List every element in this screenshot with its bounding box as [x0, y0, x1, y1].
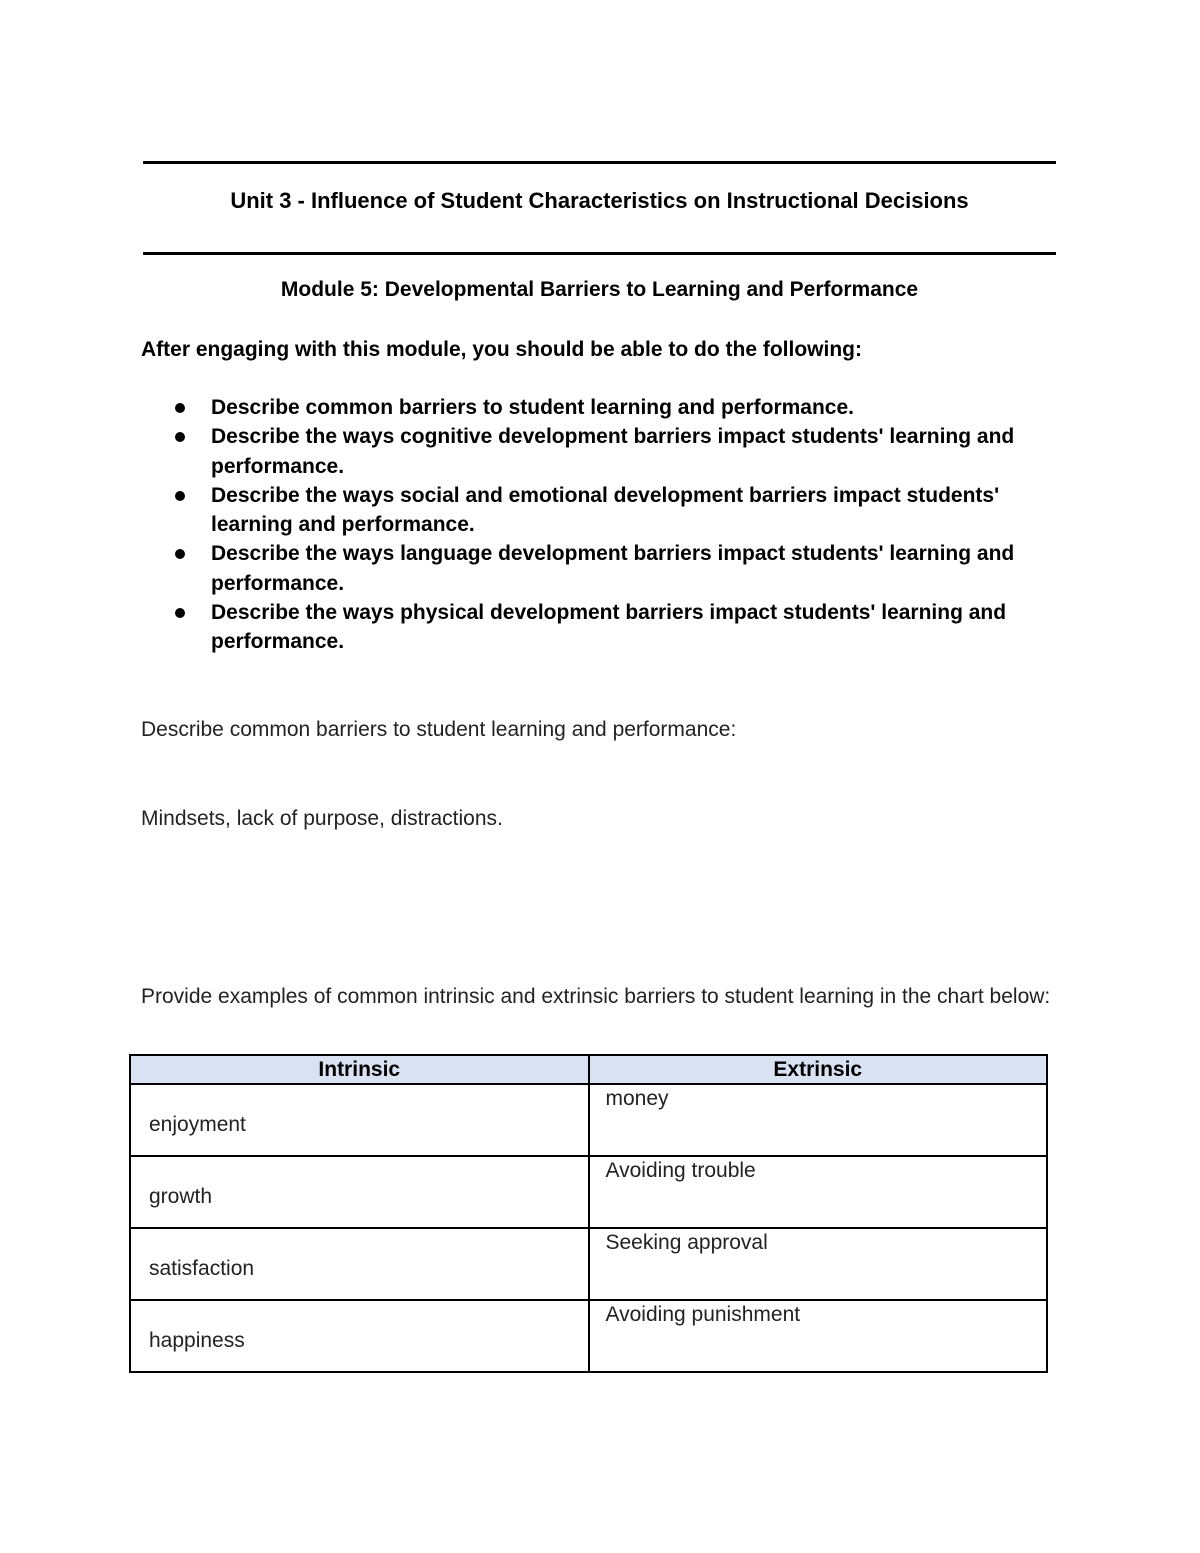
table-row: [130, 1156, 1047, 1228]
unit-title: Unit 3 - Influence of Student Characteristics on Instructional Decisions: [230, 188, 969, 213]
extrinsic-value: money: [605, 1087, 669, 1110]
chart-header-row: [130, 1055, 1047, 1084]
question-1-prompt: Describe common barriers to student learning and performance:: [141, 718, 737, 741]
objective-item: [141, 539, 1061, 598]
objective-text: Describe the ways physical development barriers impact students' learning and performance.: [211, 601, 1007, 654]
bullet-icon: [175, 432, 185, 442]
bullet-icon: [175, 403, 185, 413]
question-2-prompt: Provide examples of common intrinsic and extrinsic barriers to student learning in the chart below:: [141, 985, 1051, 1008]
intrinsic-value: enjoyment: [149, 1113, 246, 1136]
extrinsic-cell: [589, 1228, 1048, 1300]
question-1-answer: Mindsets, lack of purpose, distractions.: [141, 807, 503, 830]
objective-item: [141, 598, 1061, 657]
extrinsic-value: Avoiding punishment: [605, 1303, 801, 1326]
intrinsic-cell: [130, 1228, 589, 1300]
middle-divider: [143, 252, 1056, 255]
objective-item: [141, 481, 1061, 540]
table-row: [130, 1228, 1047, 1300]
objective-text: Describe the ways language development barriers impact students' learning and performance.: [211, 542, 1015, 595]
bullet-icon: [175, 608, 185, 618]
objective-text: Describe common barriers to student learning and performance.: [211, 396, 854, 419]
intrinsic-cell: [130, 1084, 589, 1156]
barriers-chart: [129, 1054, 1048, 1373]
bullet-icon: [175, 549, 185, 559]
bullet-icon: [175, 491, 185, 501]
intrinsic-value: growth: [149, 1185, 213, 1208]
table-row: [130, 1084, 1047, 1156]
objective-item: [141, 393, 1061, 422]
objectives-intro: After engaging with this module, you should be able to do the following:: [141, 338, 862, 361]
top-divider: [143, 161, 1056, 164]
extrinsic-header: Extrinsic: [589, 1055, 1048, 1084]
extrinsic-value: Avoiding trouble: [605, 1159, 756, 1182]
extrinsic-cell: [589, 1300, 1048, 1372]
intrinsic-cell: [130, 1300, 589, 1372]
objective-text: Describe the ways cognitive development barriers impact students' learning and performance.: [211, 425, 1015, 478]
extrinsic-cell: [589, 1084, 1048, 1156]
intrinsic-value: satisfaction: [149, 1257, 255, 1280]
extrinsic-cell: [589, 1156, 1048, 1228]
intrinsic-header: Intrinsic: [130, 1055, 589, 1084]
intrinsic-value: happiness: [149, 1329, 245, 1352]
module-title: Module 5: Developmental Barriers to Learning and Performance: [280, 278, 919, 301]
objective-item: [141, 422, 1061, 481]
intrinsic-cell: [130, 1156, 589, 1228]
objectives-list: [141, 393, 1061, 657]
extrinsic-value: Seeking approval: [605, 1231, 768, 1254]
objective-text: Describe the ways social and emotional development barriers impact students' learning and performance.: [211, 483, 1000, 537]
table-row: [130, 1300, 1047, 1372]
